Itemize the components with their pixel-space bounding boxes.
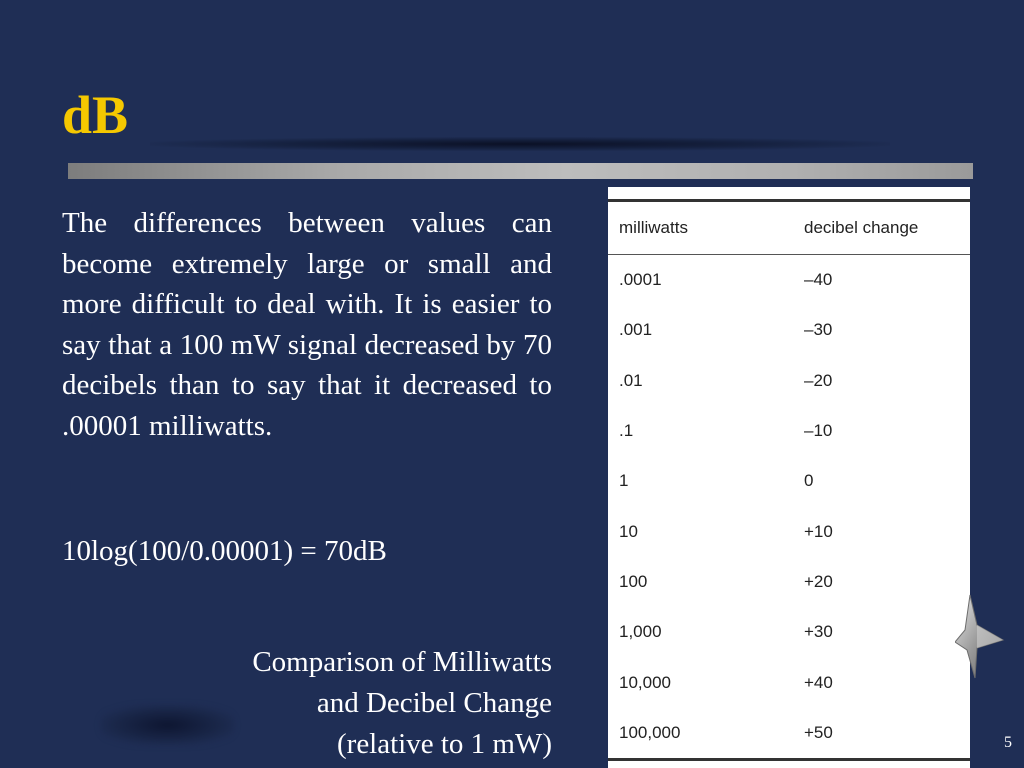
table-row: [608, 255, 970, 306]
milliwatts-cell: 100,000: [608, 708, 804, 760]
caption-line-3: (relative to 1 mW): [337, 728, 552, 760]
table-row: [608, 557, 970, 607]
formula-text: 10log(100/0.00001) = 70dB: [62, 535, 387, 567]
title-shadow-divider: [150, 137, 890, 151]
decibel-change-cell: +30: [804, 622, 833, 642]
table-header-row: [608, 201, 970, 255]
milliwatts-cell: 10: [619, 521, 638, 541]
comparison-table: [608, 199, 970, 761]
milliwatts-cell: .01: [619, 370, 643, 390]
decibel-change-cell: +20: [804, 571, 833, 591]
milliwatts-cell: 1,000: [619, 622, 662, 642]
decibel-change-cell: 0: [804, 471, 814, 491]
page-number: 5: [1004, 734, 1012, 751]
table-row: [608, 657, 970, 707]
milliwatts-cell: .001: [619, 320, 653, 340]
milliwatts-cell: 10,000: [619, 672, 671, 692]
decibel-change-cell: –30: [804, 320, 833, 340]
slide-body-text: The differences between values can become extremely large or small and more difficult to deal with. It is easier to say that a 100 mW signal decreased by 70 decibels than to say that it decreased to .00001 milliwatts.: [62, 207, 552, 442]
table-row: [608, 506, 970, 556]
milliwatts-cell: .1: [619, 421, 634, 441]
decibel-change-cell: +50: [804, 708, 970, 760]
caption-line-1: Comparison of Milliwatts: [252, 646, 552, 678]
table-row: [608, 708, 970, 760]
caption-line-2: and Decibel Change: [316, 687, 552, 719]
decibel-change-cell: +10: [804, 521, 833, 541]
table-caption: [132, 642, 552, 765]
milliwatts-cell: 100: [619, 571, 648, 591]
table-row: [608, 456, 970, 506]
decibel-change-cell: –40: [804, 270, 833, 290]
table-row: [608, 305, 970, 355]
milliwatts-cell: 1: [619, 471, 629, 491]
decorative-blur-shape: [100, 705, 235, 745]
star-decoration-icon: [955, 590, 1013, 685]
decibel-change-cell: +40: [804, 672, 833, 692]
milliwatts-cell: .0001: [619, 270, 662, 290]
header-milliwatts: milliwatts: [608, 201, 804, 255]
table-row: [608, 356, 970, 406]
comparison-table-panel: [608, 187, 970, 768]
table-body: [608, 255, 970, 760]
decibel-change-cell: –10: [804, 421, 833, 441]
header-decibel-change: decibel change: [804, 201, 970, 255]
slide-title: dB: [62, 85, 129, 145]
table-row: [608, 607, 970, 657]
decibel-change-cell: –20: [804, 370, 833, 390]
table-row: [608, 406, 970, 456]
title-underline-bar: [68, 163, 973, 179]
